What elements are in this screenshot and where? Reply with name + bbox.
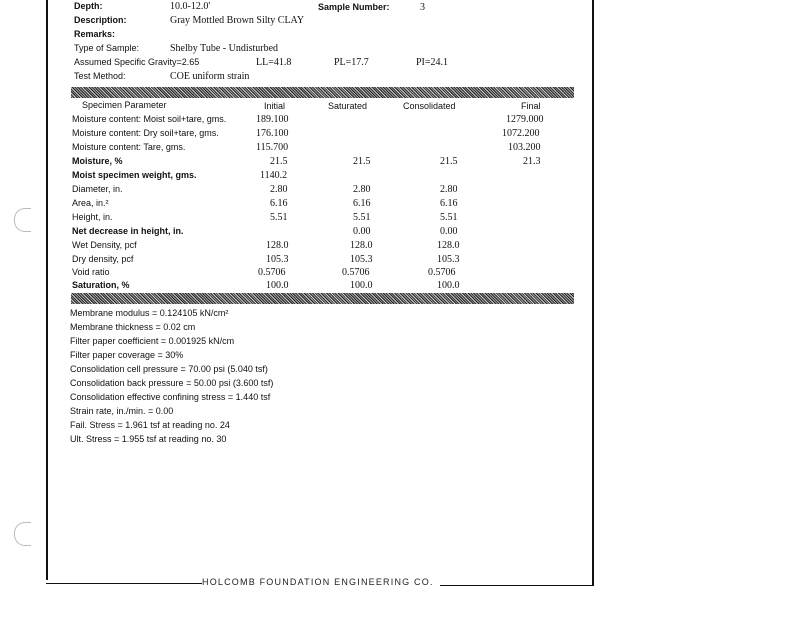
row-param: Moisture content: Tare, gms. <box>72 142 186 152</box>
cell-consolidated: 6.16 <box>440 198 458 209</box>
cell-initial: 0.5706 <box>258 267 286 278</box>
cell-initial: 128.0 <box>266 240 289 251</box>
note-line: Filter paper coverage = 30% <box>70 350 184 360</box>
row-param: Moist specimen weight, gms. <box>72 170 197 180</box>
cell-consolidated: 0.5706 <box>428 267 456 278</box>
sample-number-label: Sample Number: <box>318 2 390 12</box>
cell-initial: 176.100 <box>256 128 289 139</box>
row-param: Moisture, % <box>72 156 123 166</box>
cell-saturated: 21.5 <box>353 156 371 167</box>
cell-saturated: 0.5706 <box>342 267 370 278</box>
company-footer: HOLCOMB FOUNDATION ENGINEERING CO. <box>202 577 434 587</box>
page-bottom-border-right <box>440 585 594 586</box>
cell-final: 1279.000 <box>506 114 544 125</box>
note-line: Consolidation effective confining stress = 1.440 tsf <box>70 392 271 402</box>
note-line: Consolidation cell pressure = 70.00 psi (5.040 tsf) <box>70 364 268 374</box>
cell-initial: 189.100 <box>256 114 289 125</box>
cell-final: 21.3 <box>523 156 541 167</box>
type-of-sample-label: Type of Sample: <box>74 43 140 53</box>
cell-initial: 1140.2 <box>260 170 288 181</box>
cell-consolidated: 105.3 <box>437 254 460 265</box>
note-line: Ult. Stress = 1.955 tsf at reading no. 30 <box>70 434 227 444</box>
punch-hole-icon <box>14 522 31 546</box>
depth-label: Depth: <box>74 1 103 11</box>
cell-saturated: 100.0 <box>350 280 373 291</box>
row-param: Moisture content: Dry soil+tare, gms. <box>72 128 219 138</box>
page-left-border <box>46 0 48 580</box>
note-line: Membrane modulus = 0.124105 kN/cm² <box>70 308 229 318</box>
test-method-label: Test Method: <box>74 71 126 81</box>
cell-initial: 5.51 <box>270 212 288 223</box>
col-header-initial: Initial <box>264 101 286 111</box>
test-method-value: COE uniform strain <box>170 71 250 82</box>
cell-consolidated: 128.0 <box>437 240 460 251</box>
cell-consolidated: 21.5 <box>440 156 458 167</box>
cell-consolidated: 5.51 <box>440 212 458 223</box>
note-line: Fail. Stress = 1.961 tsf at reading no. 24 <box>70 420 230 430</box>
remarks-label: Remarks: <box>74 29 116 39</box>
col-header-saturated: Saturated <box>328 101 368 111</box>
cell-initial: 115.700 <box>256 142 289 153</box>
hatch-divider <box>71 87 574 98</box>
type-of-sample-value: Shelby Tube - Undisturbed <box>170 43 279 54</box>
hatch-divider <box>71 293 574 304</box>
plastic-limit: PL=17.7 <box>334 57 369 68</box>
cell-final: 1072.200 <box>502 128 540 139</box>
cell-saturated: 105.3 <box>350 254 373 265</box>
col-header-consolidated: Consolidated <box>403 101 456 111</box>
liquid-limit: LL=41.8 <box>256 57 292 68</box>
row-param: Height, in. <box>72 212 113 222</box>
punch-hole-icon <box>14 208 31 232</box>
cell-consolidated: 100.0 <box>437 280 460 291</box>
col-header-parameter: Specimen Parameter <box>82 100 167 110</box>
cell-initial: 21.5 <box>270 156 288 167</box>
description-value: Gray Mottled Brown Silty CLAY <box>170 15 305 26</box>
specific-gravity: Assumed Specific Gravity=2.65 <box>74 57 200 67</box>
cell-consolidated: 2.80 <box>440 184 458 195</box>
row-param: Wet Density, pcf <box>72 240 137 250</box>
row-param: Void ratio <box>72 267 110 277</box>
row-param: Saturation, % <box>72 280 130 290</box>
col-header-final: Final <box>521 101 541 111</box>
cell-saturated: 0.00 <box>353 226 371 237</box>
page-right-border <box>592 0 594 586</box>
row-param: Area, in.² <box>72 198 109 208</box>
cell-initial: 105.3 <box>266 254 289 265</box>
plasticity-index: PI=24.1 <box>416 57 449 68</box>
cell-saturated: 6.16 <box>353 198 371 209</box>
note-line: Strain rate, in./min. = 0.00 <box>70 406 174 416</box>
cell-saturated: 2.80 <box>353 184 371 195</box>
row-param: Dry density, pcf <box>72 254 134 264</box>
row-param: Net decrease in height, in. <box>72 226 184 236</box>
depth-value: 10.0-12.0' <box>170 1 211 12</box>
cell-initial: 2.80 <box>270 184 288 195</box>
note-line: Filter paper coefficient = 0.001925 kN/cm <box>70 336 235 346</box>
note-line: Membrane thickness = 0.02 cm <box>70 322 196 332</box>
cell-saturated: 128.0 <box>350 240 373 251</box>
cell-initial: 6.16 <box>270 198 288 209</box>
row-param: Moisture content: Moist soil+tare, gms. <box>72 114 227 124</box>
cell-consolidated: 0.00 <box>440 226 458 237</box>
cell-final: 103.200 <box>508 142 541 153</box>
page-bottom-border <box>46 583 202 584</box>
sample-number-value: 3 <box>420 2 425 13</box>
note-line: Consolidation back pressure = 50.00 psi (3.600 tsf) <box>70 378 274 388</box>
row-param: Diameter, in. <box>72 184 123 194</box>
description-label: Description: <box>74 15 127 25</box>
cell-initial: 100.0 <box>266 280 289 291</box>
cell-saturated: 5.51 <box>353 212 371 223</box>
